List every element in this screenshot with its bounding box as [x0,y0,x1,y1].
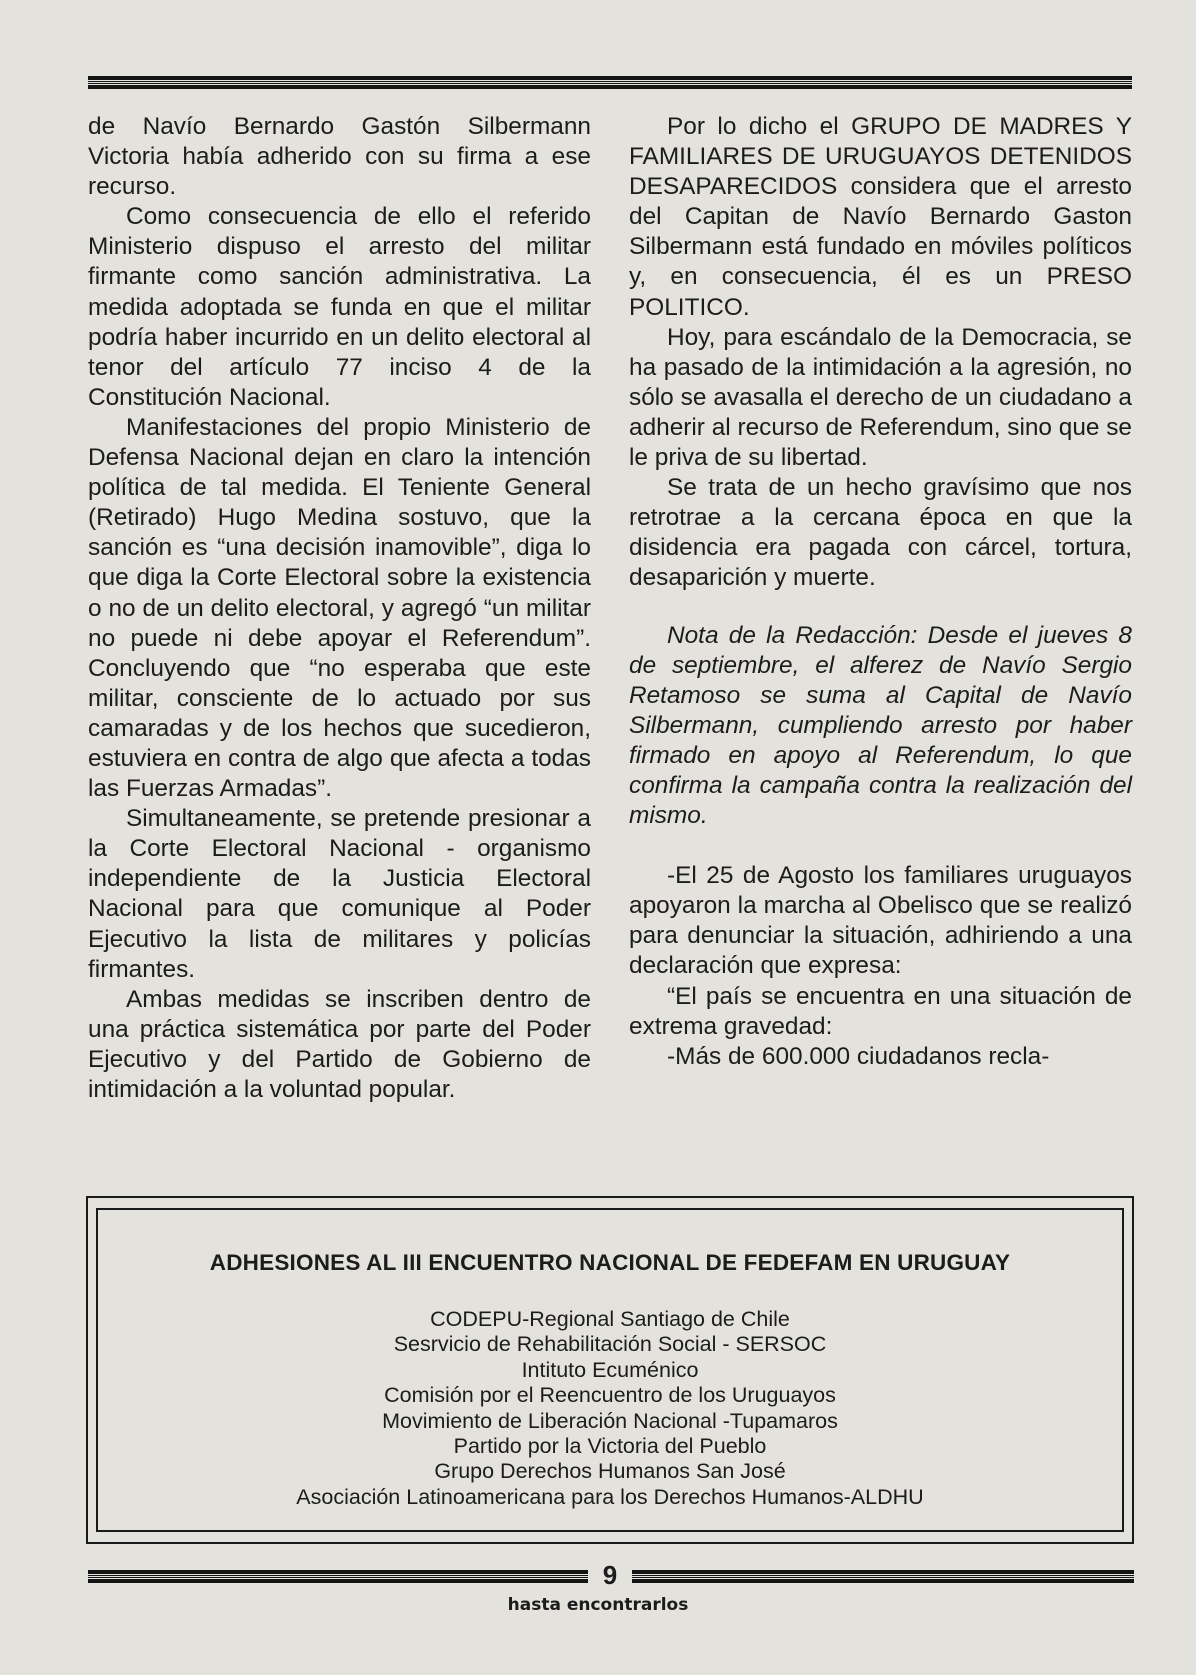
right-paragraph-1: Por lo dicho el GRUPO DE MADRES Y FAMILIARES DE URUGUAYOS DETENIDOS DESAPARECIDOS considera que el arresto del Capitan de Navío Bernardo Gaston Silbermann está fundado en móviles políticos y, en consecuencia, él es un PRESO POLITICO. [629,113,1132,321]
top-rule [88,76,1132,89]
page-number: 9 [602,1560,618,1590]
right-column [629,112,1132,1072]
adhesion-item: Intituto Ecuménico [521,1357,699,1382]
adhesions-box-inner [96,1208,1124,1532]
left-paragraph-1: de Navío Bernardo Gastón Silbermann Victoria había adherido con su firma a ese recurso. [88,113,591,201]
adhesion-item: Grupo Derechos Humanos San José [434,1459,786,1484]
right-paragraph-6: “El país se encuentra en una situación de extrema gravedad: [629,982,1132,1040]
adhesion-item: Sesrvicio de Rehabilitación Social - SERSOC [393,1332,827,1357]
adhesions-list [98,1307,1122,1510]
right-paragraph-2: Hoy, para escándalo de la Democracia, se ha pasado de la intimidación a la agresión, no sólo se avasalla el derecho de un ciudadano a adherir al recurso de Referendum, sino que se le priva de su libertad. [629,323,1132,472]
right-paragraph-5: -El 25 de Agosto los familiares uruguayos apoyaron la marcha al Obelisco que se realizó para denunciar la situación, adhiriendo a una declaración que expresa: [629,862,1132,980]
left-paragraph-5: Ambas medidas se inscriben dentro de una práctica sistemática por parte del Poder Ejecutivo y del Partido de Gobierno de intimidación a la voluntad popular. [88,985,591,1103]
left-paragraph-4: Simultaneamente, se pretende presionar a la Corte Electoral Nacional - organismo independiente de la Justicia Electoral Nacional para que comunique al Poder Ejecutivo la lista de militares y policías firmantes. [88,805,591,983]
right-paragraph-7: -Más de 600.000 ciudadanos recla- [667,1042,1050,1070]
adhesions-box [86,1196,1134,1544]
left-paragraph-2: Como consecuencia de ello el referido Ministerio dispuso el arresto del militar firmante como sanción administrativa. La medida adoptada se funda en que el militar podría haber incurrido en un delito electoral al tenor del artículo 77 inciso 4 de la Constitución Nacional. [88,203,591,411]
adhesion-item: Movimiento de Liberación Nacional -Tupamaros [382,1408,838,1433]
left-column [88,112,591,1105]
editor-note: Nota de la Redacción: Desde el jueves 8 de septiembre, el alferez de Navío Sergio Retamoso se suma al Capital de Navío Silbermann, cumpliendo arresto por haber firmado en apoyo al Referendum, lo que confirma la campaña contra la realización del mismo. [629,621,1132,830]
right-paragraph-3: Se trata de un hecho gravísimo que nos retrotrae a la cercana época en que la disidencia era pagada con cárcel, tortura, desaparición y muerte. [629,474,1132,592]
bottom-rule-right [632,1570,1134,1583]
publication-footer: hasta encontrarlos [507,1595,689,1615]
adhesion-item: Partido por la Victoria del Pueblo [453,1434,767,1459]
adhesion-item: Comisión por el Reencuentro de los Uruguayos [384,1383,836,1408]
left-paragraph-3: Manifestaciones del propio Ministerio de Defensa Nacional dejan en claro la intención política de tal medida. El Teniente General (Retirado) Hugo Medina sostuvo, que la sanción es “una decisión inamovible”, diga lo que diga la Corte Electoral sobre la existencia o no de un delito electoral, y agregó “un militar no puede ni debe apoyar el Referendum”. Concluyendo que “no esperaba que este militar, consciente de lo actuado por sus camaradas y de los hechos que sucedieron, estuviera en contra de algo que afecta a todas las Fuerzas Armadas”. [88,413,591,803]
adhesion-item: Asociación Latinoamericana para los Derechos Humanos-ALDHU [296,1484,924,1509]
adhesion-item: CODEPU-Regional Santiago de Chile [430,1307,790,1331]
bottom-rule-left [88,1570,588,1583]
adhesions-title: ADHESIONES AL III ENCUENTRO NACIONAL DE FEDEFAM EN URUGUAY [209,1250,1011,1275]
